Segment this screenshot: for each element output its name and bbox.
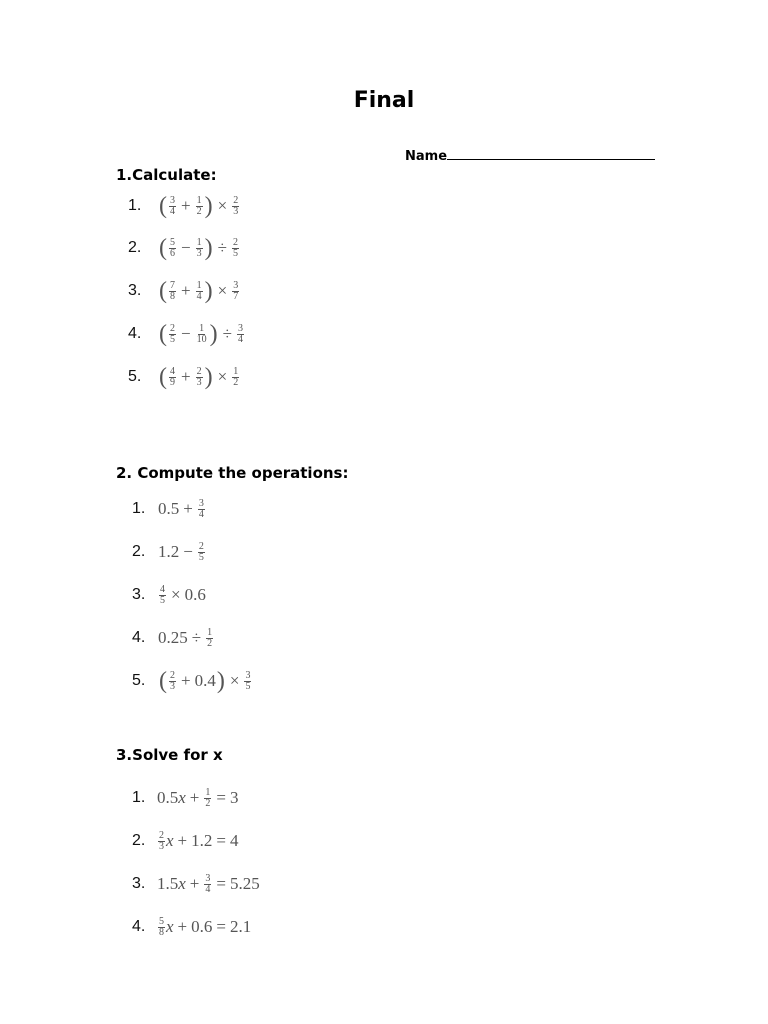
- fraction: $\frac{7}{8}$: [170, 279, 175, 302]
- fraction: $\frac{3}{4}$: [237, 322, 243, 345]
- expression: ( $\frac{4}{9}$ + $\frac{2}{3}$ ) × $\frac{1}{2}$: [159, 364, 239, 390]
- problem-number: 3.: [128, 282, 142, 299]
- fraction: $\frac{2}{5}$: [170, 322, 175, 345]
- section-2-problem-5: [132, 667, 252, 695]
- section-2-problem-3: [132, 581, 206, 609]
- fraction: $\frac{1}{4}$: [196, 279, 202, 302]
- section-3-heading: 3.Solve for x: [116, 746, 223, 764]
- problem-number: 1.: [132, 500, 146, 517]
- fraction: $\frac{1}{2}$: [205, 786, 211, 809]
- fraction: $\frac{3}{4}$: [198, 497, 204, 520]
- fraction: $\frac{3}{7}$: [233, 279, 239, 302]
- section-1-problem-3: [128, 277, 240, 305]
- section-3-problem-1: [132, 784, 238, 812]
- section-2-problem-2: [132, 538, 206, 566]
- expression: 0.5 x + $\frac{1}{2}$ = 3: [157, 786, 239, 809]
- section-1-problem-1: [128, 192, 240, 220]
- problem-number: 4.: [132, 918, 146, 935]
- fraction: $\frac{1}{3}$: [196, 236, 202, 259]
- expression: 1.2 − $\frac{2}{5}$: [158, 540, 204, 563]
- section-2-heading: 2. Compute the operations:: [116, 464, 349, 482]
- expression: 0.5 + $\frac{3}{4}$: [158, 497, 204, 520]
- problem-number: 1.: [132, 789, 146, 806]
- fraction: $\frac{1}{10}$: [196, 322, 207, 345]
- fraction: $\frac{2}{5}$: [198, 540, 204, 563]
- fraction: $\frac{4}{5}$: [160, 583, 165, 606]
- expression: ( $\frac{3}{4}$ + $\frac{1}{2}$ ) × $\frac{2}{3}$: [159, 193, 239, 219]
- section-2-problem-4: [132, 624, 214, 652]
- problem-number: 2.: [128, 239, 142, 256]
- name-label: Name: [405, 149, 448, 164]
- problem-number: 3.: [132, 875, 146, 892]
- fraction: $\frac{4}{9}$: [170, 365, 175, 388]
- fraction: $\frac{1}{2}$: [207, 626, 213, 649]
- fraction: $\frac{1}{2}$: [196, 194, 202, 217]
- section-1-problem-4: [128, 320, 245, 348]
- problem-number: 1.: [128, 197, 142, 214]
- expression: $\frac{4}{5}$ × 0.6: [160, 583, 206, 606]
- expression: ( $\frac{5}{6}$ − $\frac{1}{3}$ ) ÷ $\frac{2}{5}$: [159, 235, 238, 261]
- problem-number: 4.: [132, 629, 146, 646]
- section-2-problem-1: [132, 495, 206, 523]
- fraction: $\frac{3}{5}$: [245, 669, 251, 692]
- fraction: $\frac{1}{2}$: [233, 365, 239, 388]
- expression: 0.25 ÷ $\frac{1}{2}$: [158, 626, 213, 649]
- section-1-problem-5: [128, 363, 240, 391]
- page-title: Final: [353, 88, 415, 113]
- problem-number: 5.: [132, 672, 146, 689]
- name-field[interactable]: [405, 147, 655, 164]
- expression: ( $\frac{7}{8}$ + $\frac{1}{4}$ ) × $\frac{3}{7}$: [159, 278, 239, 304]
- section-1-heading: 1.Calculate:: [116, 166, 217, 184]
- fraction: $\frac{2}{3}$: [170, 669, 175, 692]
- problem-number: 2.: [132, 832, 146, 849]
- section-3-problem-4: [132, 913, 251, 941]
- expression: $\frac{5}{8}$ x + 0.6 = 2.1: [159, 915, 252, 938]
- fraction: $\frac{5}{8}$: [159, 915, 164, 938]
- fraction: $\frac{2}{3}$: [159, 829, 164, 852]
- section-3-problem-3: [132, 870, 260, 898]
- fraction: $\frac{3}{4}$: [205, 872, 211, 895]
- fraction: $\frac{2}{3}$: [196, 365, 202, 388]
- expression: 1.5 x + $\frac{3}{4}$ = 5.25: [157, 872, 260, 895]
- name-blank-line[interactable]: [447, 147, 655, 160]
- section-3-problem-2: [132, 827, 238, 855]
- expression: ( $\frac{2}{3}$ + 0.4 ) × $\frac{3}{5}$: [159, 668, 251, 694]
- expression: $\frac{2}{3}$ x + 1.2 = 4: [159, 829, 239, 852]
- expression: ( $\frac{2}{5}$ − $\frac{1}{10}$ ) ÷ $\frac{3}{4}$: [159, 321, 243, 347]
- fraction: $\frac{2}{3}$: [233, 194, 239, 217]
- problem-number: 3.: [132, 586, 146, 603]
- fraction: $\frac{5}{6}$: [170, 236, 175, 259]
- fraction: $\frac{3}{4}$: [170, 194, 175, 217]
- fraction: $\frac{2}{5}$: [232, 236, 238, 259]
- problem-number: 5.: [128, 368, 142, 385]
- section-1-problem-2: [128, 234, 240, 262]
- problem-number: 4.: [128, 325, 142, 342]
- problem-number: 2.: [132, 543, 146, 560]
